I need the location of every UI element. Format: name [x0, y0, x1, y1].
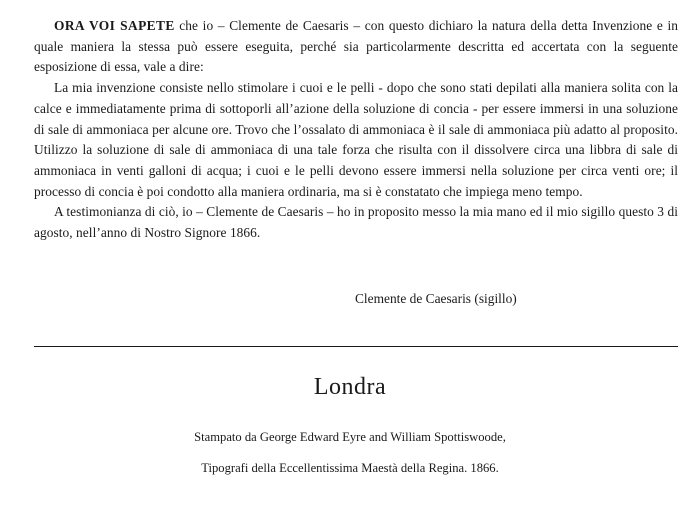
imprint-typographer-line: Tipografi della Eccellentissima Maestà della Regina. 1866.: [201, 461, 499, 475]
signature-line: Clemente de Caesaris (sigillo): [355, 291, 517, 306]
horizontal-divider: [34, 346, 678, 347]
paragraph-declaration-text: che io – Clemente de Caesaris – con questo dichiaro la natura della detta Invenzione e in quale maniera la stessa può essere eseguita, perché sia particolarmente descritta ed accertata con la seguente esposizione di essa, vale a dire:: [34, 18, 678, 75]
declaration-body: [34, 16, 678, 244]
paragraph-invention: La mia invenzione consiste nello stimolare i cuoi e le pelli - dopo che sono stati depilati alla maniera solita con la calce e immediatamente prima di sottoporli all’azione della soluzione di concia - per essere immersi in una soluzione di sale di ammoniaca per alcune ore. Trovo che l’ossalato di ammoniaca è il sale di ammoniaca più adatto al proposito. Utilizzo la soluzione di sale di ammoniaca di una tale forza che risulta con il dissolvere circa una libbra di sale di ammoniaca in venti galloni di acqua; i cuoi e le pelli devono essere immersi nella soluzione per circa venti ore; il processo di concia è poi condotto alla maniera ordinaria, ma si è constatato che impiega meno tempo.: [34, 80, 678, 199]
lead-phrase: ORA VOI SAPETE: [54, 18, 175, 33]
paragraph-testimony: A testimonianza di ciò, io – Clemente de Caesaris – ho in proposito messo la mia mano ed il mio sigillo questo 3 di agosto, nell’anno di Nostro Signore 1866.: [34, 204, 678, 241]
imprint-city: Londra: [313, 374, 387, 400]
imprint-printer-line: Stampato da George Edward Eyre and William Spottiswoode,: [194, 430, 506, 444]
paragraph-declaration: [34, 16, 678, 78]
